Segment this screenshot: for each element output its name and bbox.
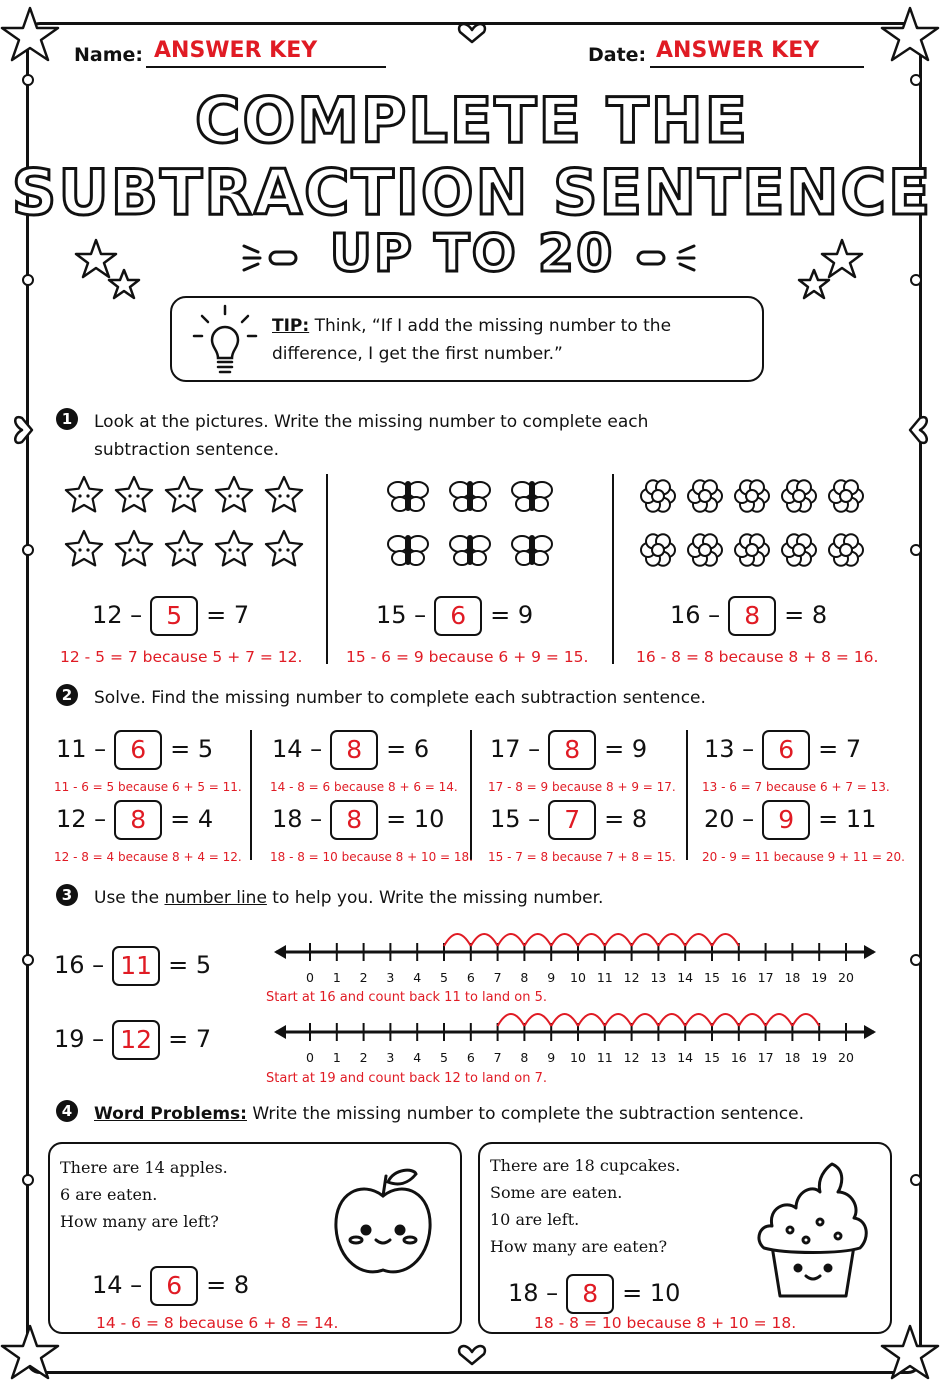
tick-label: 11 <box>596 970 613 985</box>
problem-text <box>60 1154 228 1235</box>
number-line-equation-2 <box>54 1020 211 1060</box>
count-back-hop <box>712 1014 739 1026</box>
butterfly-icon <box>450 482 490 511</box>
minuend: 11 – <box>56 735 107 763</box>
tick-label: 4 <box>413 970 422 985</box>
arrow-left-icon <box>274 1025 286 1039</box>
solve-equation <box>272 730 429 770</box>
tick-label: 3 <box>386 1050 395 1065</box>
equation-2 <box>376 596 533 636</box>
heart-icon <box>910 417 927 443</box>
difference: = 6 <box>386 735 430 763</box>
tip-text-line-2: difference, I get the first number.” <box>272 344 563 364</box>
difference: = 7 <box>818 735 862 763</box>
instruction-text: to help you. Write the missing number. <box>266 888 604 908</box>
cupcake-icon <box>750 1156 876 1306</box>
solve-equation <box>490 730 647 770</box>
tick-label: 2 <box>359 970 368 985</box>
section-number: 2 <box>56 684 78 706</box>
explanation: 17 - 8 = 9 because 8 + 9 = 17. <box>488 780 676 794</box>
section-1-heading <box>56 408 78 430</box>
butterfly-icon <box>512 536 552 565</box>
tick-label: 5 <box>440 1050 448 1065</box>
problem-line: 6 are eaten. <box>60 1185 158 1204</box>
butterflies-picture <box>380 474 560 574</box>
difference: = 10 <box>622 1279 681 1307</box>
difference: = 8 <box>604 805 648 833</box>
star-icon <box>116 477 152 511</box>
count-back-hop <box>605 1014 632 1026</box>
section-3-instruction <box>94 884 603 912</box>
difference: = 7 <box>168 1025 212 1053</box>
number-line-2 <box>270 1000 890 1070</box>
explanation: 11 - 6 = 5 because 6 + 5 = 11. <box>54 780 242 794</box>
section-1-instruction-line-2: subtraction sentence. <box>94 440 280 460</box>
instruction-text: Use the <box>94 888 165 908</box>
answer-box[interactable]: 7 <box>548 800 596 840</box>
sparkle-right-icon <box>632 238 702 278</box>
tick-label: 18 <box>784 970 801 985</box>
tick-label: 6 <box>466 1050 475 1065</box>
count-back-hop <box>524 1014 551 1026</box>
section-4-heading <box>56 1100 78 1122</box>
star-icon <box>166 477 202 511</box>
difference: = 4 <box>170 805 214 833</box>
solve-equation <box>490 800 647 840</box>
section-2-heading <box>56 684 78 706</box>
tick-label: 19 <box>811 970 828 985</box>
star-icon <box>116 531 152 565</box>
explanation: 15 - 7 = 8 because 7 + 8 = 15. <box>488 850 676 864</box>
stars-picture <box>60 474 310 574</box>
explanation: 16 - 8 = 8 because 8 + 8 = 16. <box>636 648 879 666</box>
flower-icon <box>688 480 722 511</box>
explanation: 14 - 6 = 8 because 6 + 8 = 14. <box>96 1314 339 1332</box>
tick-label: 20 <box>838 970 854 985</box>
solve-equation <box>56 800 213 840</box>
tick-label: 17 <box>757 1050 774 1065</box>
word-problem-apples <box>48 1142 462 1334</box>
explanation: 13 - 6 = 7 because 6 + 7 = 13. <box>702 780 890 794</box>
corner-star-icon <box>2 1326 58 1378</box>
sparkle-left-icon <box>240 238 310 278</box>
answer-box[interactable]: 8 <box>566 1274 614 1314</box>
corner-star-icon <box>882 1326 938 1378</box>
tick-label: 0 <box>306 1050 314 1065</box>
answer-box[interactable]: 12 <box>112 1020 160 1060</box>
count-back-hop <box>551 934 578 946</box>
divider <box>250 730 252 860</box>
difference: = 9 <box>490 601 534 629</box>
stars-left-icon <box>72 234 152 314</box>
heart-icon <box>459 1346 485 1364</box>
section-4-instruction <box>94 1100 804 1128</box>
tick-label: 17 <box>757 970 774 985</box>
difference: = 8 <box>784 601 828 629</box>
number-line-equation-1 <box>54 946 211 986</box>
flower-icon <box>688 534 722 565</box>
stars-right-icon <box>790 234 870 314</box>
count-back-hop <box>551 1014 578 1026</box>
tip-text-line-1: Think, “If I add the missing number to the <box>309 316 672 336</box>
tick-label: 12 <box>623 970 640 985</box>
arrow-right-icon <box>864 945 876 959</box>
minuend: 13 – <box>704 735 755 763</box>
problem-line: Some are eaten. <box>490 1183 623 1202</box>
difference: = 11 <box>818 805 877 833</box>
answer-box[interactable]: 8 <box>728 596 776 636</box>
tick-label: 6 <box>466 970 475 985</box>
tick-label: 11 <box>596 1050 613 1065</box>
butterfly-icon <box>512 482 552 511</box>
answer-box[interactable]: 8 <box>114 800 162 840</box>
tick-label: 7 <box>493 970 502 985</box>
tick-label: 20 <box>838 1050 854 1065</box>
explanation: 14 - 8 = 6 because 8 + 6 = 14. <box>270 780 458 794</box>
difference: = 9 <box>604 735 648 763</box>
tick-label: 1 <box>332 1050 341 1065</box>
title-line-2: SUBTRACTION SENTENCE <box>11 156 933 229</box>
tick-label: 3 <box>386 970 395 985</box>
arrow-left-icon <box>274 945 286 959</box>
count-back-hop <box>498 1014 525 1026</box>
explanation: 18 - 8 = 10 because 8 + 10 = 18. <box>270 850 473 864</box>
date-field[interactable] <box>650 38 864 68</box>
tick-label: 13 <box>650 1050 667 1065</box>
solve-equation <box>704 800 876 840</box>
tick-label: 9 <box>547 970 556 985</box>
answer-box[interactable]: 6 <box>150 1266 198 1306</box>
divider <box>612 474 614 664</box>
count-back-hop <box>578 934 605 946</box>
section-number: 1 <box>56 408 78 430</box>
section-2-instruction: Solve. Find the missing number to complete each subtraction sentence. <box>94 688 706 708</box>
explanation: 15 - 6 = 9 because 6 + 9 = 15. <box>346 648 589 666</box>
tick-label: 9 <box>547 1050 556 1065</box>
answer-box[interactable]: 11 <box>112 946 160 986</box>
answer-box[interactable]: 6 <box>114 730 162 770</box>
minuend: 18 – <box>272 805 323 833</box>
minuend: 16 – <box>670 601 721 629</box>
count-back-hop <box>498 934 525 946</box>
tip-box <box>170 296 764 382</box>
flower-icon <box>829 480 863 511</box>
minuend: 18 – <box>508 1279 559 1307</box>
star-icon <box>216 531 252 565</box>
divider <box>470 730 472 860</box>
heart-icon <box>15 417 32 443</box>
count-back-hop <box>685 1014 712 1026</box>
problem-line: There are 18 cupcakes. <box>490 1156 681 1175</box>
difference: = 10 <box>386 805 445 833</box>
number-line-term: number line <box>164 888 267 908</box>
tick-label: 8 <box>520 970 529 985</box>
answer-box[interactable]: 8 <box>548 730 596 770</box>
answer-box[interactable]: 9 <box>762 800 810 840</box>
tick-label: 18 <box>784 1050 801 1065</box>
count-back-hop <box>792 1014 819 1026</box>
equation-1 <box>92 596 249 636</box>
tick-label: 4 <box>413 1050 422 1065</box>
tick-label: 5 <box>440 970 448 985</box>
explanation: 20 - 9 = 11 because 9 + 11 = 20. <box>702 850 905 864</box>
count-back-hop <box>712 934 739 946</box>
tick-label: 19 <box>811 1050 828 1065</box>
equation-3 <box>670 596 827 636</box>
problem-line: How many are eaten? <box>490 1237 668 1256</box>
explanation: 18 - 8 = 10 because 8 + 10 = 18. <box>534 1314 797 1332</box>
apple-icon <box>328 1166 438 1286</box>
section-number: 4 <box>56 1100 78 1122</box>
count-back-hop <box>632 1014 659 1026</box>
tick-label: 16 <box>730 1050 747 1065</box>
problem-line: There are 14 apples. <box>60 1158 228 1177</box>
minuend: 15 – <box>490 805 541 833</box>
flower-icon <box>735 534 769 565</box>
section-1-instruction-line-1: Look at the pictures. Write the missing number to complete each <box>94 412 649 432</box>
count-back-hop <box>739 1014 766 1026</box>
explanation: 12 - 8 = 4 because 8 + 4 = 12. <box>54 850 242 864</box>
word-problems-title: Word Problems: <box>94 1104 247 1124</box>
corner-star-icon <box>882 8 938 60</box>
flower-icon <box>735 480 769 511</box>
problem-text <box>490 1152 680 1260</box>
flower-icon <box>782 534 816 565</box>
star-icon <box>216 477 252 511</box>
solve-equation <box>704 730 861 770</box>
count-back-hop <box>685 934 712 946</box>
minuend: 17 – <box>490 735 541 763</box>
count-back-hop <box>658 1014 685 1026</box>
difference: = 7 <box>206 601 250 629</box>
title-line-1: COMPLETE THE <box>195 84 749 157</box>
difference: = 8 <box>206 1271 250 1299</box>
title-line-3: UP TO 20 <box>329 224 615 284</box>
minuend: 12 – <box>56 805 107 833</box>
instruction-text: Write the missing number to complete the subtraction sentence. <box>246 1104 805 1124</box>
star-icon <box>266 477 302 511</box>
section-3-heading <box>56 884 78 906</box>
flower-icon <box>782 480 816 511</box>
corner-star-icon <box>2 8 58 60</box>
butterfly-icon <box>450 536 490 565</box>
flower-icon <box>641 480 675 511</box>
tick-label: 15 <box>704 1050 720 1065</box>
divider <box>326 474 328 664</box>
name-field[interactable] <box>146 38 386 68</box>
name-value: ANSWER KEY <box>154 38 318 63</box>
problem-line: 10 are left. <box>490 1210 580 1229</box>
count-back-hop <box>766 1014 793 1026</box>
minuend: 15 – <box>376 601 427 629</box>
tick-label: 14 <box>677 970 694 985</box>
minuend: 12 – <box>92 601 143 629</box>
divider <box>686 730 688 860</box>
star-icon <box>266 531 302 565</box>
count-back-hop <box>578 1014 605 1026</box>
minuend: 19 – <box>54 1025 105 1053</box>
star-icon <box>66 531 102 565</box>
answer-box[interactable]: 6 <box>762 730 810 770</box>
answer-box[interactable]: 6 <box>434 596 482 636</box>
flowers-picture <box>636 474 866 574</box>
butterfly-icon <box>388 482 428 511</box>
number-line-note: Start at 19 and count back 12 to land on 7. <box>266 1071 547 1086</box>
word-problem-cupcakes <box>478 1142 892 1334</box>
tick-label: 15 <box>704 970 720 985</box>
date-value: ANSWER KEY <box>656 38 820 63</box>
tick-label: 12 <box>623 1050 640 1065</box>
difference: = 5 <box>168 951 212 979</box>
count-back-hop <box>444 934 471 946</box>
difference: = 5 <box>170 735 214 763</box>
solve-equation <box>272 800 444 840</box>
tick-label: 13 <box>650 970 667 985</box>
lightbulb-icon <box>190 304 260 376</box>
section-number: 3 <box>56 884 78 906</box>
tip-label: TIP: <box>272 316 310 336</box>
tick-label: 7 <box>493 1050 502 1065</box>
date-label: Date: <box>588 44 647 66</box>
explanation: 12 - 5 = 7 because 5 + 7 = 12. <box>60 648 303 666</box>
count-back-hop <box>471 934 498 946</box>
number-line-1 <box>270 920 890 990</box>
tick-label: 10 <box>570 970 586 985</box>
count-back-hop <box>658 934 685 946</box>
count-back-hop <box>524 934 551 946</box>
solve-equation <box>56 730 213 770</box>
answer-box[interactable]: 5 <box>150 596 198 636</box>
count-back-hop <box>605 934 632 946</box>
tip-text <box>272 312 671 368</box>
heart-icon <box>459 24 485 42</box>
word-problem-equation <box>508 1274 680 1314</box>
butterfly-icon <box>388 536 428 565</box>
number-line-note: Start at 16 and count back 11 to land on 5. <box>266 990 547 1005</box>
flower-icon <box>641 534 675 565</box>
minuend: 20 – <box>704 805 755 833</box>
flower-icon <box>829 534 863 565</box>
tick-label: 0 <box>306 970 314 985</box>
tick-label: 8 <box>520 1050 529 1065</box>
tick-label: 16 <box>730 970 747 985</box>
arrow-right-icon <box>864 1025 876 1039</box>
tick-label: 1 <box>332 970 341 985</box>
problem-line: How many are left? <box>60 1212 219 1231</box>
name-label: Name: <box>74 44 144 66</box>
section-1-instruction <box>94 408 648 464</box>
tick-label: 14 <box>677 1050 694 1065</box>
answer-box[interactable]: 8 <box>330 800 378 840</box>
minuend: 14 – <box>92 1271 143 1299</box>
star-icon <box>66 477 102 511</box>
word-problem-equation <box>92 1266 249 1306</box>
tick-label: 10 <box>570 1050 586 1065</box>
tick-label: 2 <box>359 1050 368 1065</box>
minuend: 14 – <box>272 735 323 763</box>
minuend: 16 – <box>54 951 105 979</box>
answer-box[interactable]: 8 <box>330 730 378 770</box>
star-icon <box>166 531 202 565</box>
count-back-hop <box>632 934 659 946</box>
